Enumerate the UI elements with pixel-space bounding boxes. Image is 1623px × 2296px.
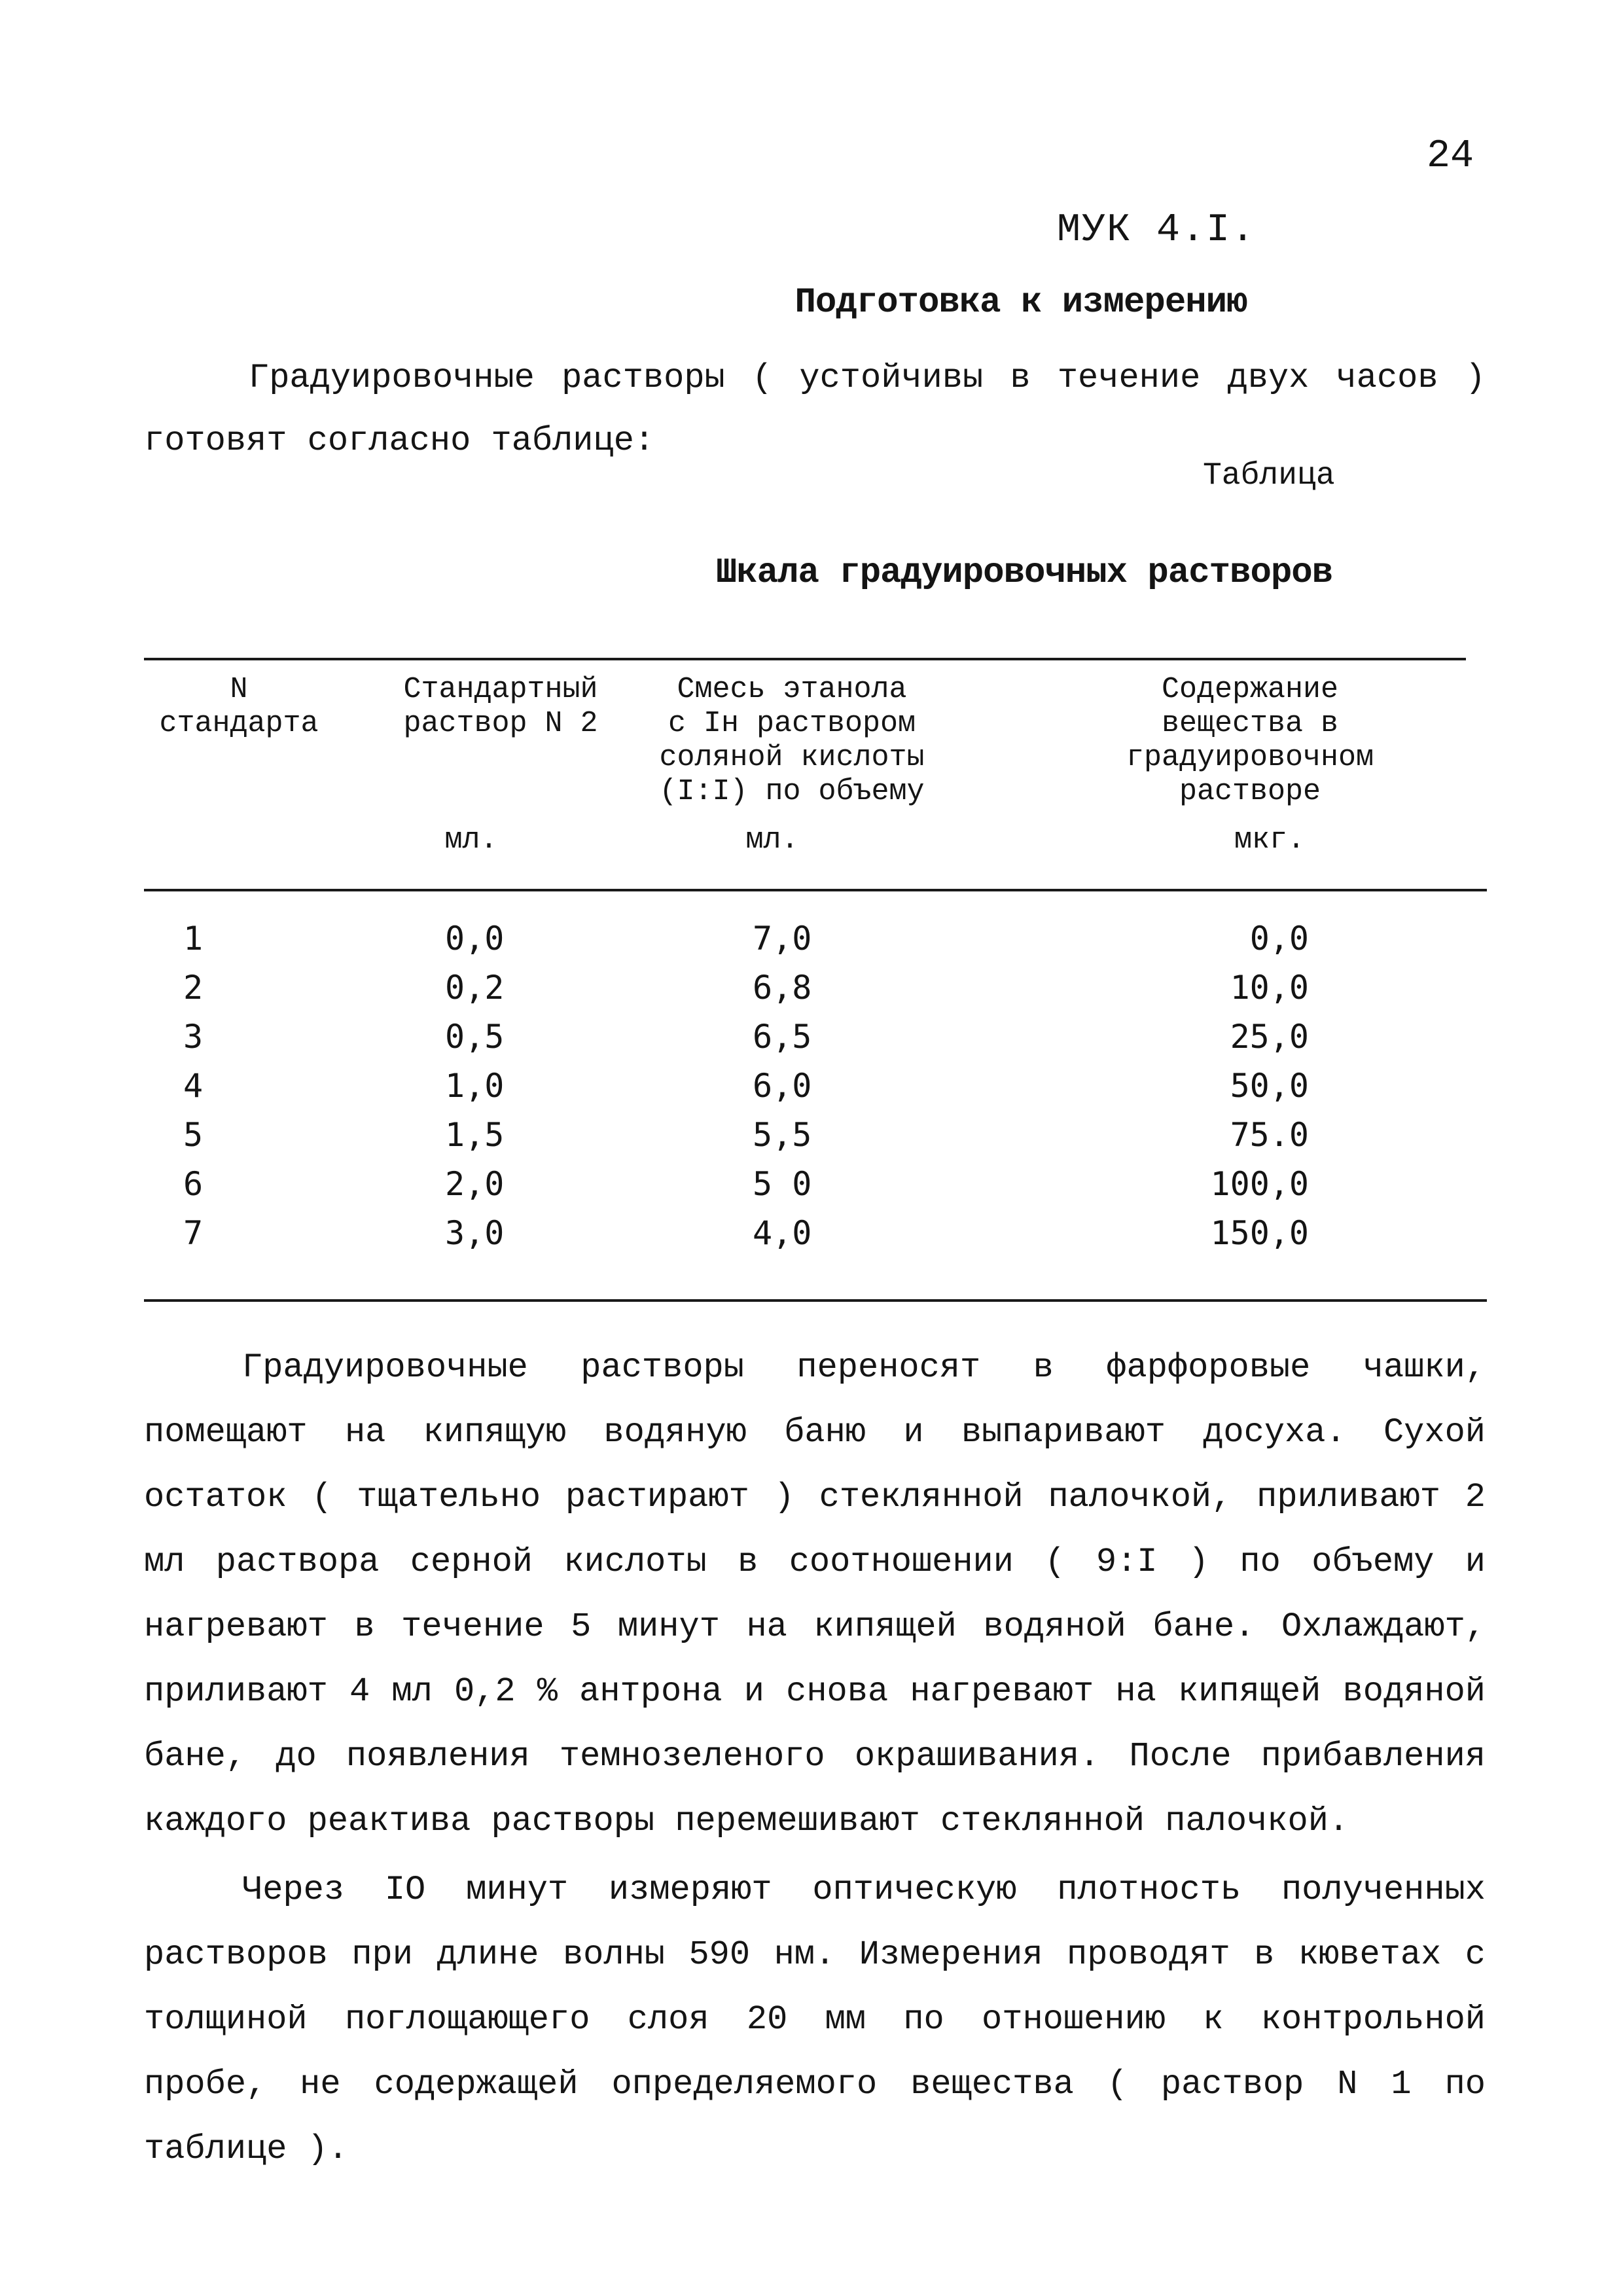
- table-cell: 0,2: [445, 969, 505, 1007]
- table-cell: 3: [183, 1018, 204, 1056]
- table-cell: 25,0: [1230, 1018, 1309, 1056]
- page-number: 24: [1427, 134, 1474, 179]
- unit-substance-content: мкг.: [1234, 823, 1306, 857]
- header-substance-content: Содержание вещества в градуировочном растворе: [1126, 673, 1374, 808]
- table-cell: 50,0: [1230, 1067, 1309, 1105]
- table-cell: 6: [183, 1165, 204, 1203]
- table-top-rule: [144, 658, 1466, 660]
- table-cell: 10,0: [1230, 969, 1309, 1007]
- header-ethanol-mixture: Смесь этанола с Iн раствором соляной кислоты (I:I) по объему: [659, 673, 925, 808]
- paragraph-measurement-text: Через IO минут измеряют оптическую плотность полученных растворов при длине волны 590 нм. Измерения проводят в кюветах с толщиной поглощающего слоя 20 мм по отношению к контрольной пробе, не содержащей определяемого вещества ( раствор N 1 по таблице ).: [144, 1871, 1486, 2168]
- table-cell: 6,5: [753, 1018, 812, 1056]
- intro-paragraph: [144, 347, 1486, 473]
- table-cell: 2: [183, 969, 204, 1007]
- table-cell: 6,0: [753, 1067, 812, 1105]
- table-cell: 5 0: [753, 1165, 812, 1203]
- table-cell: 7: [183, 1214, 204, 1252]
- table-cell: 1,5: [445, 1116, 505, 1154]
- unit-ethanol-mixture: мл.: [745, 823, 799, 857]
- paragraph-procedure-text: Градуировочные растворы переносят в фарфоровые чашки, помещают на кипящую водяную баню и выпаривают досуха. Сухой остаток ( тщательно растирают ) стеклянной палочкой, приливают 2 мл раствора серной кислоты в соотношении ( 9:I ) по объему и нагревают в течение 5 минут на кипящей водяной бане. Охлаждают, приливают 4 мл 0,2 % антрона и снова нагревают на кипящей водяной бане, до появления темнозеленого окрашивания. После прибавления каждого реактива растворы перемешивают стеклянной палочкой.: [144, 1348, 1486, 1840]
- table-cell: 4: [183, 1067, 204, 1105]
- table-cell: 0,0: [1249, 920, 1309, 958]
- table-cell: 5: [183, 1116, 204, 1154]
- table-cell: 150,0: [1210, 1214, 1309, 1252]
- table-title: Шкала градуировочных растворов: [715, 553, 1333, 593]
- paragraph-procedure: [144, 1335, 1486, 1854]
- table-header-rule: [144, 889, 1487, 891]
- table-cell: 4,0: [753, 1214, 812, 1252]
- unit-standard-solution: мл.: [444, 823, 498, 857]
- table-bottom-rule: [144, 1299, 1487, 1302]
- header-standard-solution: Стандартный раствор N 2: [403, 673, 598, 740]
- table-cell: 75.0: [1230, 1116, 1309, 1154]
- paragraph-measurement: [144, 1857, 1486, 2181]
- table-cell: 2,0: [445, 1165, 505, 1203]
- table-cell: 1: [183, 920, 204, 958]
- table-cell: 0,5: [445, 1018, 505, 1056]
- table-cell: 3,0: [445, 1214, 505, 1252]
- table-cell: 100,0: [1210, 1165, 1309, 1203]
- table-label: Таблица: [1203, 458, 1335, 493]
- table-cell: 5,5: [753, 1116, 812, 1154]
- table-cell: 7,0: [753, 920, 812, 958]
- header-standard-number: N стандарта: [159, 673, 319, 740]
- table-cell: 6,8: [753, 969, 812, 1007]
- section-heading: Подготовка к измерению: [794, 283, 1247, 323]
- table-cell: 0,0: [445, 920, 505, 958]
- document-code: МУК 4.I.: [1057, 208, 1257, 253]
- table-cell: 1,0: [445, 1067, 505, 1105]
- intro-text: Градуировочные растворы ( устойчивы в течение двух часов ) готовят согласно таблице:: [144, 359, 1486, 460]
